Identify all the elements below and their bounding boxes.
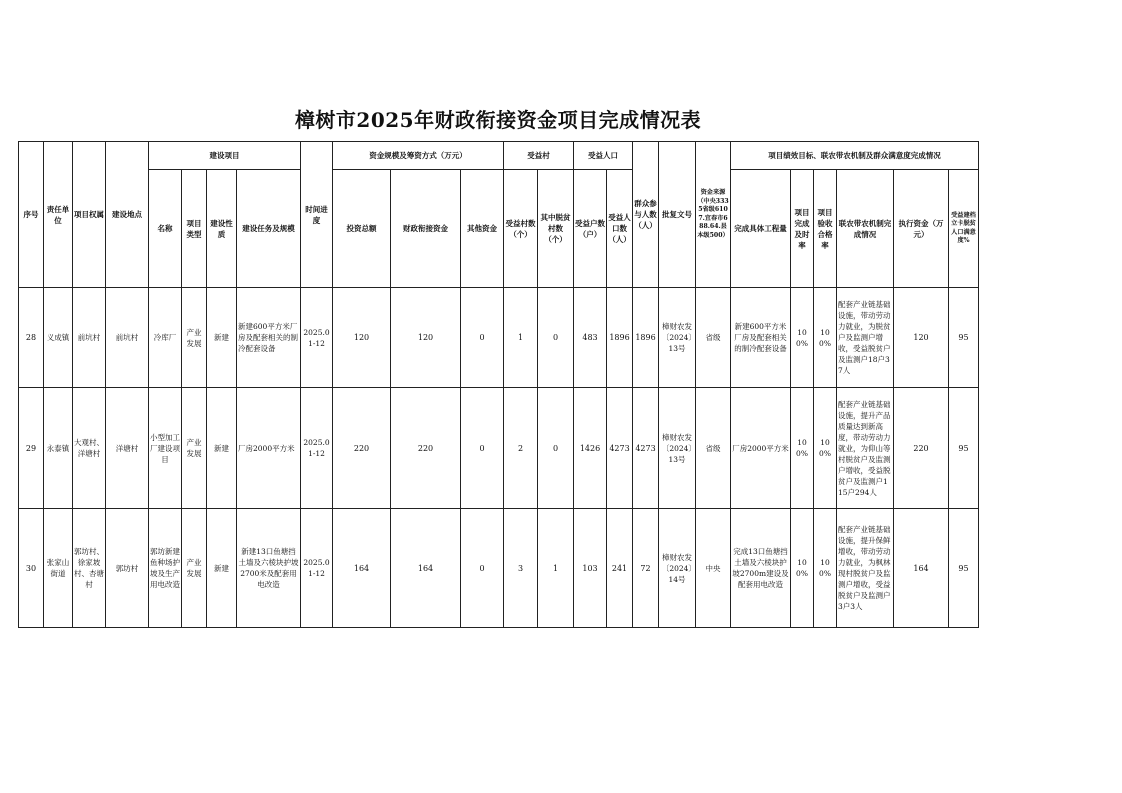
- project-table: [18, 141, 979, 628]
- cell-source: 省级: [696, 288, 731, 388]
- cell-type: 产业发展: [182, 509, 207, 628]
- cell-satisfaction: 95: [949, 388, 979, 509]
- cell-approval: 樟财农发〔2024〕13号: [659, 288, 696, 388]
- cell-executed: 164: [894, 509, 949, 628]
- cell-people: 241: [607, 509, 633, 628]
- cell-mechanism: 配套产业链基础设施，带动劳动力就业，为脱贫户及监测户增收，受益脱贫户及监测户18户37人: [837, 288, 894, 388]
- header-name: 名称: [149, 170, 182, 288]
- cell-unit: 义成镇: [44, 288, 73, 388]
- cell-fiscal: 220: [391, 388, 461, 509]
- cell-location: 前坑村: [106, 288, 149, 388]
- cell-mass: 4273: [633, 388, 659, 509]
- cell-poor-villages: 1: [538, 509, 574, 628]
- cell-name: 冷库厂: [149, 288, 182, 388]
- cell-type: 产业发展: [182, 388, 207, 509]
- cell-completed: 完成13口鱼塘挡土墙及六棱块护坡2700m建设及配套用电改造: [731, 509, 791, 628]
- cell-task: 厂房2000平方米: [237, 388, 301, 509]
- cell-people: 1896: [607, 288, 633, 388]
- cell-satisfaction: 95: [949, 288, 979, 388]
- cell-completed: 新建600平方米厂房及配套相关的制冷配套设备: [731, 288, 791, 388]
- cell-nature: 新建: [207, 288, 237, 388]
- cell-mechanism: 配套产业链基础设施，提升保鲜增收，带动劳动力就业，为枫林现村脱贫户及监测户增收，受益脱贫户及监测户3户3人: [837, 509, 894, 628]
- header-progress: 时间进度: [301, 142, 333, 288]
- header-completed: 完成具体工程量: [731, 170, 791, 288]
- header-unit: 责任单位: [44, 142, 73, 288]
- page-title: 樟树市2025年财政衔接资金项目完成情况表: [294, 108, 702, 132]
- cell-fiscal: 120: [391, 288, 461, 388]
- cell-source: 中央: [696, 509, 731, 628]
- cell-other: 0: [461, 388, 504, 509]
- header-nature: 建设性质: [207, 170, 237, 288]
- cell-source: 省级: [696, 388, 731, 509]
- cell-ownership: 郭坊村、徐家坡村、杏塘村: [73, 509, 106, 628]
- cell-pass: 100%: [814, 388, 837, 509]
- cell-completed: 厂房2000平方米: [731, 388, 791, 509]
- header-type: 项目类型: [182, 170, 207, 288]
- cell-total: 164: [333, 509, 391, 628]
- cell-executed: 120: [894, 288, 949, 388]
- header-timely: 项目完成及时率: [791, 170, 814, 288]
- header-group-funds: 资金规模及筹资方式（万元）: [333, 142, 504, 170]
- cell-ownership: 大观村、洋塘村: [73, 388, 106, 509]
- cell-unit: 张家山街道: [44, 509, 73, 628]
- cell-name: 小型加工厂建设项目: [149, 388, 182, 509]
- cell-mechanism: 配套产业链基础设施，提升产品质量达到新高度，带动劳动力就业，为仰山等村脱贫户及监测户增收，受益脱贫户及监测户115户294人: [837, 388, 894, 509]
- header-total: 投资总额: [333, 170, 391, 288]
- cell-nature: 新建: [207, 509, 237, 628]
- cell-total: 220: [333, 388, 391, 509]
- cell-people: 4273: [607, 388, 633, 509]
- cell-location: 洋塘村: [106, 388, 149, 509]
- header-satisfaction: 受益建档立卡脱贫人口满意度%: [949, 170, 979, 288]
- cell-task: 新建13口鱼塘挡土墙及六棱块护坡2700米及配套用电改造: [237, 509, 301, 628]
- header-source: 资金来源（中央3335省级6107.宜春市688.64.县本级500）: [696, 142, 731, 288]
- header-people: 受益人口数（人）: [607, 170, 633, 288]
- header-mass: 群众参与人数（人）: [633, 142, 659, 288]
- header-approval: 批复文号: [659, 142, 696, 288]
- cell-task: 新建600平方米厂房及配套相关的制冷配套设备: [237, 288, 301, 388]
- cell-progress: 2025.01-12: [301, 388, 333, 509]
- cell-timely: 100%: [791, 388, 814, 509]
- cell-fiscal: 164: [391, 509, 461, 628]
- header-households: 受益户数（户）: [574, 170, 607, 288]
- cell-approval: 樟财农发〔2024〕13号: [659, 388, 696, 509]
- header-group-performance: 项目绩效目标、联农带农机制及群众满意度完成情况: [731, 142, 979, 170]
- header-mechanism: 联农带农机制完成情况: [837, 170, 894, 288]
- cell-households: 1426: [574, 388, 607, 509]
- cell-mass: 1896: [633, 288, 659, 388]
- cell-ownership: 前坑村: [73, 288, 106, 388]
- cell-name: 郭坊新建鱼种场护坡及生产用电改造: [149, 509, 182, 628]
- cell-unit: 永泰镇: [44, 388, 73, 509]
- header-executed: 执行资金（万元）: [894, 170, 949, 288]
- cell-total: 120: [333, 288, 391, 388]
- cell-villages: 1: [504, 288, 538, 388]
- cell-pass: 100%: [814, 509, 837, 628]
- cell-type: 产业发展: [182, 288, 207, 388]
- cell-households: 483: [574, 288, 607, 388]
- header-pass: 项目验收合格率: [814, 170, 837, 288]
- table-row: [19, 388, 979, 509]
- header-task: 建设任务及规模: [237, 170, 301, 288]
- header-ownership: 项目权属: [73, 142, 106, 288]
- header-poor-villages: 其中脱贫村数（个）: [538, 170, 574, 288]
- cell-poor-villages: 0: [538, 388, 574, 509]
- header-group-population: 受益人口: [574, 142, 633, 170]
- cell-other: 0: [461, 509, 504, 628]
- cell-nature: 新建: [207, 388, 237, 509]
- cell-executed: 220: [894, 388, 949, 509]
- header-fiscal: 财政衔接资金: [391, 170, 461, 288]
- cell-other: 0: [461, 288, 504, 388]
- cell-seq: 29: [19, 388, 44, 509]
- cell-seq: 30: [19, 509, 44, 628]
- table-row: [19, 509, 979, 628]
- cell-seq: 28: [19, 288, 44, 388]
- header-seq: 序号: [19, 142, 44, 288]
- cell-satisfaction: 95: [949, 509, 979, 628]
- header-group-villages: 受益村: [504, 142, 574, 170]
- header-other: 其他资金: [461, 170, 504, 288]
- header-group-project: 建设项目: [149, 142, 301, 170]
- header-location: 建设地点: [106, 142, 149, 288]
- cell-poor-villages: 0: [538, 288, 574, 388]
- cell-pass: 100%: [814, 288, 837, 388]
- cell-progress: 2025.01-12: [301, 509, 333, 628]
- header-villages: 受益村数（个）: [504, 170, 538, 288]
- cell-timely: 100%: [791, 288, 814, 388]
- cell-approval: 樟财农发〔2024〕14号: [659, 509, 696, 628]
- cell-location: 郭坊村: [106, 509, 149, 628]
- cell-mass: 72: [633, 509, 659, 628]
- cell-households: 103: [574, 509, 607, 628]
- table-row: [19, 288, 979, 388]
- cell-villages: 3: [504, 509, 538, 628]
- cell-progress: 2025.01-12: [301, 288, 333, 388]
- cell-villages: 2: [504, 388, 538, 509]
- cell-timely: 100%: [791, 509, 814, 628]
